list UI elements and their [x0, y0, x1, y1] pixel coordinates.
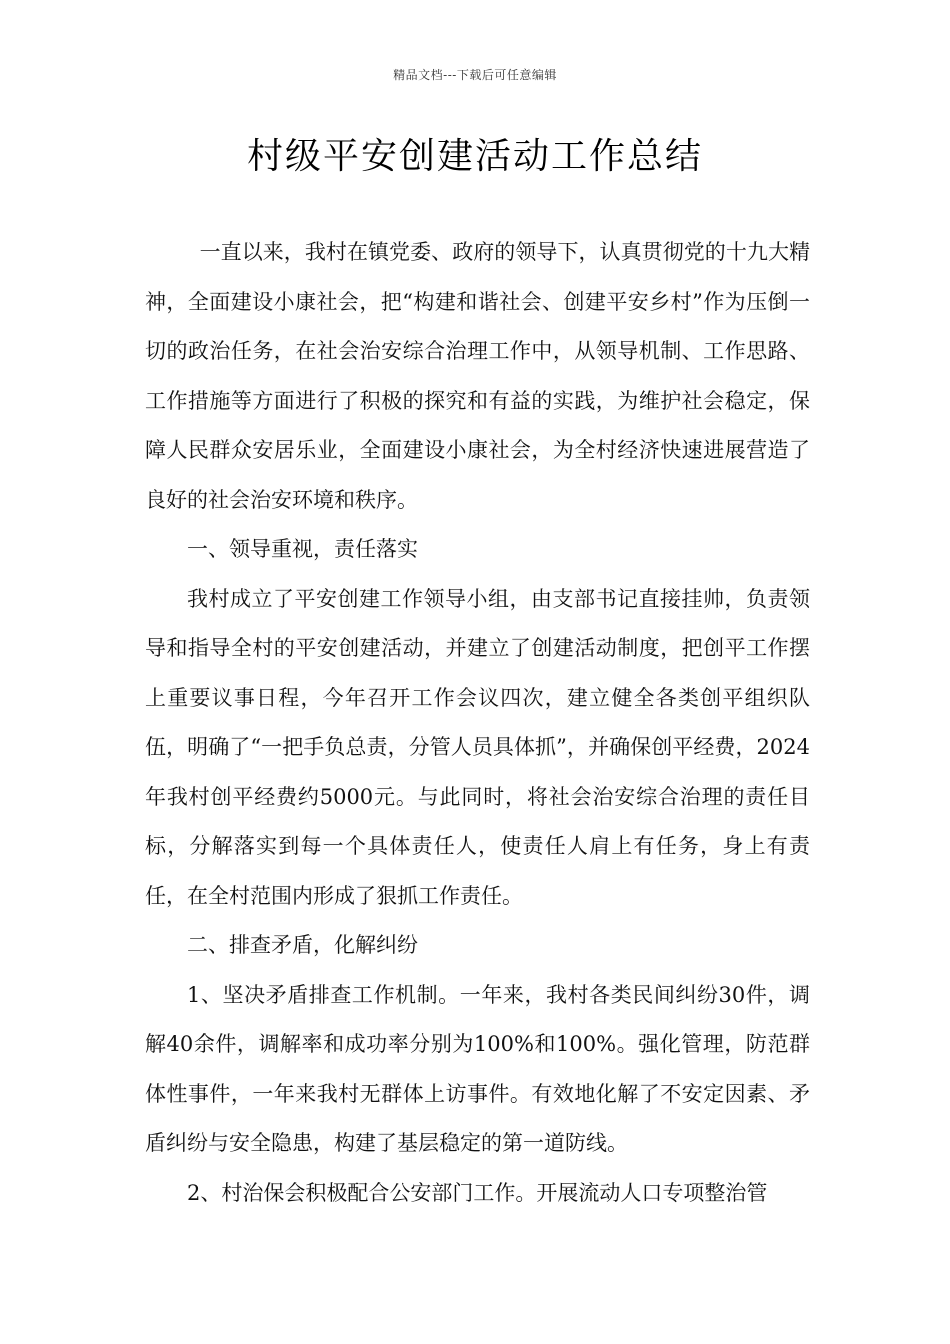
section-heading-1: 一、领导重视，责任落实 — [187, 537, 418, 561]
header-note: 精品文档---下载后可任意编辑 — [393, 68, 557, 82]
paragraph-intro: 一直以来，我村在镇党委、政府的领导下，认真贯彻党的十九大精神，全面建设小康社会，把“构建和谐社会、创建平安乡村”作为压倒一切的政治任务，在社会治安综合治理工作中，从领导机制、工作思路、工作措施等方面进行了积极的探究和有益的实践，为维护社会稳定，保障人民群众安居乐业，全面建设小康社会，为全村经济快速进展营造了良好的社会治安环境和秩序。 — [145, 240, 810, 512]
paragraph-item-2: 2、村治保会积极配合公安部门工作。开展流动人口专项整治管 — [187, 1180, 768, 1205]
section-heading-2: 二、排查矛盾，化解纠纷 — [187, 933, 418, 957]
document-body — [145, 228, 810, 1218]
paragraph-item-1: 1、坚决矛盾排查工作机制。一年来，我村各类民间纠纷30件，调解40余件，调解率和成功率分别为100%和100%。强化管理，防范群体性事件，一年来我村无群体上访事件。有效地化解了不安定因素、矛盾纠纷与安全隐患，构建了基层稳定的第一道防线。 — [145, 982, 810, 1155]
document-title: 村级平安创建活动工作总结 — [246, 136, 703, 177]
paragraph-section-1: 我村成立了平安创建工作领导小组，由支部书记直接挂帅，负责领导和指导全村的平安创建活动，并建立了创建活动制度，把创平工作摆上重要议事日程，今年召开工作会议四次，建立健全各类创平组织队伍，明确了“一把手负总责，分管人员具体抓”，并确保创平经费，2024年我村创平经费约5000元。与此同时，将社会治安综合治理的责任目标，分解落实到每一个具体责任人，使责任人肩上有任务，身上有责任，在全村范围内形成了狠抓工作责任。 — [145, 586, 810, 908]
